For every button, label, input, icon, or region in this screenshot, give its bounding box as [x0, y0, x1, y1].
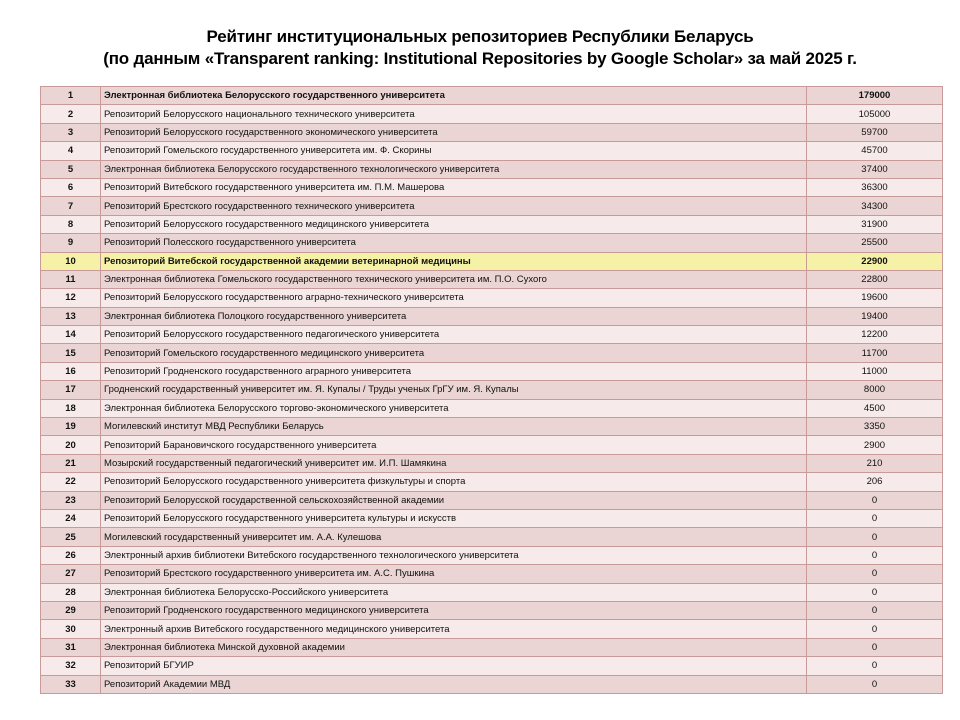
value-cell: 105000	[807, 105, 943, 123]
rank-cell: 12	[41, 289, 101, 307]
value-cell: 22900	[807, 252, 943, 270]
repository-name-cell: Электронный архив библиотеки Витебского государственного технологического университета	[101, 546, 807, 564]
repository-name-cell: Репозиторий Белорусской государственной сельскохозяйственной академии	[101, 491, 807, 509]
rank-cell: 25	[41, 528, 101, 546]
repository-name-cell: Электронная библиотека Белорусского торгово-экономического университета	[101, 399, 807, 417]
repository-name-cell: Репозиторий Академии МВД	[101, 675, 807, 693]
page-title	[0, 26, 960, 70]
repository-name-cell: Электронная библиотека Белорусско-Российского университета	[101, 583, 807, 601]
rank-cell: 15	[41, 344, 101, 362]
rank-cell: 6	[41, 178, 101, 196]
value-cell: 210	[807, 454, 943, 472]
rank-cell: 33	[41, 675, 101, 693]
repository-name-cell: Репозиторий Белорусского государственного университета физкультуры и спорта	[101, 473, 807, 491]
repository-name-cell: Репозиторий Белорусского государственного экономического университета	[101, 123, 807, 141]
value-cell: 0	[807, 638, 943, 656]
table-row	[41, 546, 943, 564]
rank-cell: 5	[41, 160, 101, 178]
rank-cell: 14	[41, 326, 101, 344]
rank-cell: 22	[41, 473, 101, 491]
rank-cell: 4	[41, 142, 101, 160]
title-line-2: (по данным «Transparent ranking: Institutional Repositories by Google Scholar» за май 2025 г.	[103, 49, 857, 68]
value-cell: 179000	[807, 87, 943, 105]
repository-name-cell: Репозиторий Витебского государственного университета им. П.М. Машерова	[101, 178, 807, 196]
value-cell: 0	[807, 601, 943, 619]
rank-cell: 23	[41, 491, 101, 509]
table-row	[41, 252, 943, 270]
repository-name-cell: Репозиторий Гомельского государственного университета им. Ф. Скорины	[101, 142, 807, 160]
value-cell: 19400	[807, 307, 943, 325]
table-row	[41, 491, 943, 509]
table-row	[41, 289, 943, 307]
table-row	[41, 381, 943, 399]
rank-cell: 32	[41, 657, 101, 675]
repository-name-cell: Мозырский государственный педагогический университет им. И.П. Шамякина	[101, 454, 807, 472]
rank-cell: 27	[41, 565, 101, 583]
ranking-table	[40, 86, 943, 694]
value-cell: 0	[807, 565, 943, 583]
repository-name-cell: Репозиторий Гродненского государственного аграрного университета	[101, 362, 807, 380]
rank-cell: 24	[41, 509, 101, 527]
value-cell: 0	[807, 675, 943, 693]
repository-name-cell: Репозиторий Брестского государственного технического университета	[101, 197, 807, 215]
table-row	[41, 509, 943, 527]
repository-name-cell: Репозиторий Витебской государственной академии ветеринарной медицины	[101, 252, 807, 270]
table-row	[41, 270, 943, 288]
repository-name-cell: Репозиторий Брестского государственного университета им. А.С. Пушкина	[101, 565, 807, 583]
title-line-1: Рейтинг институциональных репозиториев Республики Беларусь	[206, 27, 754, 46]
rank-cell: 21	[41, 454, 101, 472]
table-row	[41, 620, 943, 638]
ranking-table-body	[41, 87, 943, 694]
table-row	[41, 657, 943, 675]
rank-cell: 18	[41, 399, 101, 417]
value-cell: 8000	[807, 381, 943, 399]
table-row	[41, 565, 943, 583]
repository-name-cell: Могилевский государственный университет им. А.А. Кулешова	[101, 528, 807, 546]
table-row	[41, 362, 943, 380]
rank-cell: 13	[41, 307, 101, 325]
rank-cell: 10	[41, 252, 101, 270]
repository-name-cell: Репозиторий Барановичского государственного университета	[101, 436, 807, 454]
table-row	[41, 197, 943, 215]
value-cell: 19600	[807, 289, 943, 307]
rank-cell: 29	[41, 601, 101, 619]
table-row	[41, 344, 943, 362]
repository-name-cell: Репозиторий Гродненского государственного медицинского университета	[101, 601, 807, 619]
repository-name-cell: Репозиторий Белорусского государственного университета культуры и искусств	[101, 509, 807, 527]
table-row	[41, 436, 943, 454]
table-row	[41, 142, 943, 160]
table-row	[41, 418, 943, 436]
rank-cell: 2	[41, 105, 101, 123]
table-row	[41, 87, 943, 105]
value-cell: 0	[807, 657, 943, 675]
table-row	[41, 399, 943, 417]
table-row	[41, 160, 943, 178]
value-cell: 37400	[807, 160, 943, 178]
rank-cell: 9	[41, 234, 101, 252]
repository-name-cell: Репозиторий БГУИР	[101, 657, 807, 675]
table-row	[41, 123, 943, 141]
repository-name-cell: Гродненский государственный университет им. Я. Купалы / Труды ученых ГрГУ им. Я. Купалы	[101, 381, 807, 399]
rank-cell: 20	[41, 436, 101, 454]
repository-name-cell: Могилевский институт МВД Республики Беларусь	[101, 418, 807, 436]
value-cell: 0	[807, 509, 943, 527]
value-cell: 36300	[807, 178, 943, 196]
table-row	[41, 601, 943, 619]
table-row	[41, 454, 943, 472]
table-row	[41, 234, 943, 252]
value-cell: 22800	[807, 270, 943, 288]
repository-name-cell: Электронная библиотека Белорусского государственного университета	[101, 87, 807, 105]
repository-name-cell: Электронная библиотека Полоцкого государственного университета	[101, 307, 807, 325]
rank-cell: 19	[41, 418, 101, 436]
table-row	[41, 326, 943, 344]
value-cell: 11700	[807, 344, 943, 362]
value-cell: 25500	[807, 234, 943, 252]
rank-cell: 26	[41, 546, 101, 564]
value-cell: 0	[807, 583, 943, 601]
rank-cell: 28	[41, 583, 101, 601]
repository-name-cell: Электронный архив Витебского государственного медицинского университета	[101, 620, 807, 638]
value-cell: 206	[807, 473, 943, 491]
value-cell: 11000	[807, 362, 943, 380]
value-cell: 0	[807, 528, 943, 546]
rank-cell: 7	[41, 197, 101, 215]
value-cell: 0	[807, 620, 943, 638]
repository-name-cell: Репозиторий Гомельского государственного медицинского университета	[101, 344, 807, 362]
value-cell: 59700	[807, 123, 943, 141]
table-row	[41, 638, 943, 656]
rank-cell: 31	[41, 638, 101, 656]
repository-name-cell: Электронная библиотека Гомельского государственного технического университета им. П.О. Сухого	[101, 270, 807, 288]
rank-cell: 30	[41, 620, 101, 638]
value-cell: 31900	[807, 215, 943, 233]
repository-name-cell: Репозиторий Белорусского государственного педагогического университета	[101, 326, 807, 344]
rank-cell: 8	[41, 215, 101, 233]
rank-cell: 3	[41, 123, 101, 141]
repository-name-cell: Репозиторий Белорусского государственного медицинского университета	[101, 215, 807, 233]
table-row	[41, 178, 943, 196]
table-row	[41, 583, 943, 601]
table-row	[41, 215, 943, 233]
rank-cell: 1	[41, 87, 101, 105]
value-cell: 0	[807, 491, 943, 509]
table-row	[41, 675, 943, 693]
repository-name-cell: Репозиторий Белорусского национального технического университета	[101, 105, 807, 123]
value-cell: 4500	[807, 399, 943, 417]
repository-name-cell: Репозиторий Полесского государственного университета	[101, 234, 807, 252]
table-row	[41, 473, 943, 491]
rank-cell: 11	[41, 270, 101, 288]
value-cell: 12200	[807, 326, 943, 344]
value-cell: 2900	[807, 436, 943, 454]
repository-name-cell: Электронная библиотека Белорусского государственного технологического университета	[101, 160, 807, 178]
value-cell: 34300	[807, 197, 943, 215]
repository-name-cell: Электронная библиотека Минской духовной академии	[101, 638, 807, 656]
repository-name-cell: Репозиторий Белорусского государственного аграрно-технического университета	[101, 289, 807, 307]
rank-cell: 17	[41, 381, 101, 399]
table-row	[41, 307, 943, 325]
table-row	[41, 105, 943, 123]
table-row	[41, 528, 943, 546]
value-cell: 45700	[807, 142, 943, 160]
value-cell: 3350	[807, 418, 943, 436]
value-cell: 0	[807, 546, 943, 564]
rank-cell: 16	[41, 362, 101, 380]
